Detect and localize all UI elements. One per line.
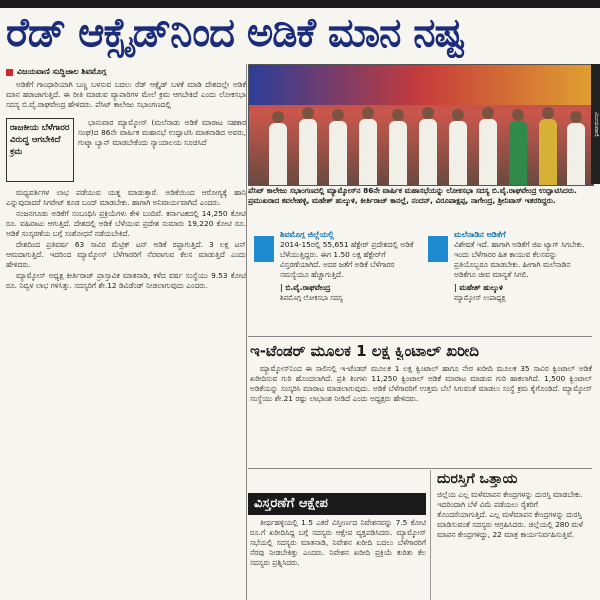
person-figure — [359, 119, 377, 185]
person-figure — [479, 119, 497, 185]
quote-box-1 — [280, 230, 424, 330]
photo-caption: ಪೆಸಿಟ್ ಕಾಲೇಜು ಸಭಾಂಗಣದಲ್ಲಿ ಮ್ಯಾಮ್ಕೋಸ್‌ನ 86ನೇ ವಾರ್ಷಿಕ ಮಹಾಸಭೆಯನ್ನು ಲೋಕಸಭಾ ಸದಸ್ಯ ಬಿ.ವೈ.ರಾಘವೇಂದ್ರ ಉದ್ಘಾಟಿಸಿದರು. ಪ್ರಮುಖರಾದ ಕವಲೇಹಳ್ಳಿ, ಮಹೇಶ್ ಹುಲ್ಕುಳಿ, ಕೀರ್ತಿರಾಜ್ ಕಾನಲ್ಲೆ, ನಂದನ್, ವಿರೂಪಾಕ್ಷಪ್ಪ, ನಾಗೇಂದ್ರ, ಶ್ರೀನಿವಾಸ್ ಇತರರಿದ್ದರು. — [248, 186, 577, 205]
quote-text: 2014-15ರಲ್ಲಿ 55,651 ಹೆಕ್ಟೇರ್ ಪ್ರದೇಶದಲ್ಲಿ ಅಡಿಕೆ ಬೆಳೆಯುತ್ತಿದ್ದರು. ಈಗ 1.50 ಲಕ್ಷ ಹೆಕ್ಟೇರ್‌ಗೆ ವಿಸ್ತರಣೆಯಾಗಿದೆ. ಅದರ ಜತೆಗೆ ಅಡಿಕೆ ಬೆಳೆಗಾರರ ಸಮಸ್ಯೆಯೂ ಹೆಚ್ಚಾಗುತ್ತಿದೆ. — [280, 240, 414, 279]
side-story — [430, 470, 590, 600]
person-head — [362, 107, 374, 119]
person-figure — [419, 119, 437, 185]
person-figure — [299, 119, 317, 185]
byline-text: ವಿಜಯವಾಣಿ ಸುದ್ದಿಜಾಲ ಶಿವಮೊಗ್ಗ — [17, 67, 107, 76]
section-body — [250, 364, 592, 464]
person-figure — [449, 121, 467, 185]
quote-role: ಮ್ಯಾಮ್ಕೋಸ್ ಉಪಾಧ್ಯಕ್ಷ — [454, 294, 506, 302]
person-head — [272, 111, 284, 123]
event-photo — [248, 64, 594, 186]
section-body — [250, 518, 426, 600]
person-head — [482, 107, 494, 119]
quote-author: | ಬಿ.ವೈ.ರಾಘವೇಂದ್ರ — [280, 283, 331, 292]
person-head — [452, 109, 464, 121]
article-col-beside-subhead — [78, 118, 246, 186]
column-divider — [246, 64, 247, 600]
paragraph: ನಂಜನಗೂಡು ಅಡಿಕೆಗೆ ಸಂಬಂಧಿಸಿ ಪ್ರಕ್ರಿಯೆಗಳು ಕೇಳಿ ಬಂದಿವೆ. ಕರ್ನಾಟಕದಲ್ಲಿ 14,250 ಕೋಟಿ ರೂ. ವಹಿವಾಟು ಆಗುತ್ತಿದೆ. ದೇಶದಲ್ಲಿ ಅಡಿಕೆ ಬೆಳೆಯುವ ಪ್ರದೇಶ ಸುಮಾರು 19,220 ಕೋಟಿ ರೂ. ಅಡಿಕೆ ಸಂಸ್ಕರಣೆಯ ಬಗ್ಗೆ ಸಂಶೋಧನೆ ನಡೆಯಬೇಕಿದೆ. — [6, 209, 246, 238]
sub-headline: ರಾಜಕೀಯ ಬೆಳೆಗಾರರ ವಿರುದ್ಧ ಆಗಬೇಕಿದೆ ಕ್ರಮ — [6, 118, 74, 182]
person-figure — [509, 121, 527, 185]
paragraph: ಅಡಿಕೆಗೆ ಗಾಂಧಾರಿಯಾಗಿ ಬಣ್ಣ ಬಳಸುವ ಬದಲು ರೆಡ್ ಆಕ್ಸೈಡ್ ಬಳಕೆ ಮಾಡಿ ದೇಶದಲ್ಲೇ ಅಡಿಕೆ ಮಾನ ಹರಾಜಾಗುತ್ತಿದೆ. ಈ ರೀತಿ ಮಾಡುವ ವ್ಯಾಪಾರಿಗಳ ಮೇಲೆ ಕ್ರಮ ಆಗಬೇಕಿದೆ ಎಂದು ಲೋಕಸಭಾ ಸದಸ್ಯ ಬಿ.ವೈ.ರಾಘವೇಂದ್ರ ಹೇಳಿದರು. ಪೆಸಿಟ್ ಕಾಲೇಜು ಸಭಾಂಗಣದಲ್ಲಿ — [6, 80, 246, 109]
quote-box-2 — [454, 230, 592, 330]
section-divider — [248, 468, 592, 469]
quote-mark-icon — [254, 236, 274, 262]
byline — [6, 66, 246, 78]
person-figure — [567, 123, 585, 185]
person-head — [332, 109, 344, 121]
headline: ರೆಡ್ ಆಕ್ಸೈಡ್‌ನಿಂದ ಅಡಿಕೆ ಮಾನ ನಷ್ಟ — [6, 10, 464, 56]
paragraph: ತೀರ್ಥಹಳ್ಳಿಯಲ್ಲಿ 1.5 ಎಕರೆ ವಿಸ್ತೀರ್ಣದ ನಿವೇಶನವನ್ನು 7.5 ಕೋಟಿ ರೂ.ಗೆ ಖರೀದಿಸಿದ್ದ ಬಗ್ಗೆ ಸದಸ್ಯರು ಆಕ್ಷೇಪ ವ್ಯಕ್ತಪಡಿಸಿದರು. ಮ್ಯಾಮ್ಕೋಸ್ ಸಭೆಯಲ್ಲಿ ಸದಸ್ಯರು ಮಾತನಾಡಿ, ನಿವೇಶನ ಖರೀದಿ ಬದಲು ಬೆಳೆಗಾರರಿಗೆ ನೆರವು ನೀಡಬೇಕಿತ್ತು ಎಂದರು. ನಿವೇಶನ ಖರೀದಿ ಪ್ರಕ್ರಿಯೆ ಕುರಿತು ಕೆಲ ಸದಸ್ಯರು ಪ್ರಶ್ನಿಸಿದರು. — [250, 518, 426, 567]
paragraph: ದೇಶದಿಂದ ಪ್ರತಿವರ್ಷ 63 ಸಾವಿರ ಮೆಟ್ರಿಕ್ ಟನ್ ಅಡಿಕೆ ರಫ್ತಾಗುತ್ತಿದೆ. 3 ಲಕ್ಷ ಟನ್ ಆಮದಾಗುತ್ತಿದೆ. ಇದರಿಂದ ಮ್ಯಾಮ್ಕೋಸ್ ಬೆಳೆಗಾರರಿಗೆ ನೆರವಾಗುವ ಕೆಲಸ ಮಾಡುತ್ತಿದೆ ಎಂದು ಹೇಳಿದರು. — [6, 240, 246, 269]
person-figure — [269, 123, 287, 185]
quote-author: | ಮಹೇಶ್ ಹುಲ್ಕುಳಿ — [454, 283, 503, 292]
quote-role: ಶಿವಮೊಗ್ಗ ಲೋಕಸಭಾ ಸದಸ್ಯ — [280, 294, 343, 302]
quote-title: ಶಿವಮೊಗ್ಗ ಜಿಲ್ಲೆಯಲ್ಲಿ — [280, 230, 335, 239]
person-head — [302, 107, 314, 119]
person-head — [422, 107, 434, 119]
person-head — [392, 109, 404, 121]
article-lead — [6, 80, 246, 118]
person-head — [542, 107, 554, 119]
article-main-column — [6, 188, 246, 596]
stage-banner — [249, 65, 593, 105]
person-figure — [329, 121, 347, 185]
paragraph: ಭಾನುವಾರ ಮ್ಯಾಮ್ಕೋಸ್ (ಮಲೆನಾಡು ಅಡಿಕೆ ಮಾರಾಟ ಸಹಕಾರ ಸಂಘ)ದ 86ನೇ ವಾರ್ಷಿಕ ಮಹಾಸಭೆ ಉದ್ಘಾಟಿಸಿ ಮಾತನಾಡಿದ ಅವರು, ಗುಟ್ಕಾ ಬ್ಯಾನ್ ಮಾಡಬೇಕೆಂದು ನ್ಯಾಯಾಲಯ ಸೂಚಿಸಿದೆ — [78, 118, 246, 147]
quote-text: ವಿಶೇಷತೆ ಇದೆ. ಹಾಗಾಗಿ ಅಡಿಕೆಗೆ ಜಿಐ ಟ್ಯಾಗ್ ಸಿಗಬೇಕು. ಇಂದು ಬೆಳೆಗಾರರ ಹಿತ ಕಾಯುವ ಕೆಲಸವನ್ನು ಪ್ರತಿಯೊಬ್ಬರೂ ಮಾಡಬೇಕು. ಹೀಗಾಗಿ ಮಲೆನಾಡಿನ ಅಡಿಕೆಗೂ ಜೀವ ಮಾನ್ಯತೆ ಸಿಗಲಿ. — [454, 240, 585, 279]
paragraph: ಮ್ಯಾಮ್ಕೋಸ್‌ನಿಂದ ಈ ಸಾಲಿನಲ್ಲಿ ಇ-ಟೆಂಡರ್ ಮೂಲಕ 1 ಲಕ್ಷ ಕ್ವಿಂಟಾಲ್ ಹಾಗೂ ನೇರ ಖರೀದಿ ಮೂಲಕ 35 ಸಾವಿರ ಕ್ವಿಂಟಾಲ್ ಅಡಿಕೆ ಖರೀದಿಸುವ ಗುರಿ ಹೊಂದಲಾಗಿದೆ. ಪ್ರತಿ ತಿಂಗಳು 11,250 ಕ್ವಿಂಟಾಲ್ ಅಡಿಕೆ ಮಾರಾಟ ಮಾಡುವ ಗುರಿ ಹಾಕಲಾಗಿದೆ. 1,500 ಕ್ವಿಂಟಾಲ್ ಅಡಿಕೆಯನ್ನು ಸಂಸ್ಕರಿಸಿ ಮಾರಾಟ ಮಾಡಲಾಗುವುದು. ಅಡಿಕೆ ಬೆಳೆಗಾರರಿಗೆ ಉತ್ತಮ ಬೆಲೆ ಸಿಗುವಂತೆ ಮಾಡಲು ಸಂಸ್ಥೆ ಕ್ರಮ ಕೈಗೊಂಡಿದೆ. ಮ್ಯಾಮ್ಕೋಸ್ ಸಂಸ್ಥೆಯು ಶೇ.21 ರಷ್ಟು ಲಾಭಾಂಶ ನೀಡಿದೆ ಎಂದು ಅಧ್ಯಕ್ಷರು ಹೇಳಿದರು. — [250, 364, 592, 403]
paragraph: ಮಧ್ಯವರ್ತಿಗಳ ಲಾಭ ಪಡೆಯುವ ಯತ್ನ ಮಾಡುತ್ತಾರೆ. ಅಡಿಕೆಯಿಂದ ಆರೋಗ್ಯಕ್ಕೆ ಹಾನಿ ಎನ್ನುವುದಾದರೆ ಸಿಗರೇಟ್ ಕೂಡ ಬಂದ್ ಮಾಡಬೇಕು. ಹಾಗಾಗಿ ಅನಿವಾರ್ಯವಾಗಿದೆ ಎಂದರು. — [6, 188, 246, 207]
person-head — [570, 111, 582, 123]
section-body: ಜಿಲ್ಲೆಯ ಎಲ್ಲ ಮಳೆಮಾಪನ ಕೇಂದ್ರಗಳನ್ನು ದುರಸ್ತಿ ಮಾಡಬೇಕು. ಇದರಿಂದಾಗಿ ಬೆಳೆ ವಿಮೆ ಪಡೆಯಲು ರೈತರಿಗೆ ತೊಂದರೆಯಾಗುತ್ತಿದೆ. ಎಲ್ಲ ಮಳೆಮಾಪನ ಕೇಂದ್ರಗಳನ್ನು ದುರಸ್ತಿ ಮಾಡಿಸುವಂತೆ ಸದಸ್ಯರು ಆಗ್ರಹಿಸಿದರು. ಜಿಲ್ಲೆಯಲ್ಲಿ 280 ಮಳೆ ಮಾಪನ ಕೇಂದ್ರಗಳಿದ್ದು, 22 ಮಾತ್ರ ಕಾರ್ಯನಿರ್ವಹಿಸುತ್ತಿವೆ. — [437, 490, 583, 539]
person-figure — [389, 121, 407, 185]
quote-mark-icon — [428, 236, 448, 262]
section-title: ದುರಸ್ತಿಗೆ ಒತ್ತಾಯ — [437, 471, 518, 487]
paragraph: ಮ್ಯಾಮ್ಕೋಸ್ ಅಧ್ಯಕ್ಷ ಕೀರ್ತಿರಾಜ್ ಪ್ರಾಸ್ತಾವಿಕ ಮಾತನಾಡಿ, ಕಳೆದ ವರ್ಷ ಸಂಸ್ಥೆಯು 9.53 ಕೋಟಿ ರೂ. ನಿವ್ವಳ ಲಾಭ ಗಳಿಸಿತ್ತು. ಸದಸ್ಯರಿಗೆ ಶೇ.12 ಡಿವಿಡೆಂಡ್ ನೀಡಲಾಗುವುದು ಎಂದರು. — [6, 271, 246, 290]
top-strip — [0, 0, 600, 8]
side-label: ವಿಜಯವಾಣಿ — [591, 64, 600, 184]
section-divider — [248, 336, 592, 337]
byline-marker-icon — [6, 69, 13, 76]
person-figure — [539, 119, 557, 185]
section-title: ವಿಸ್ತರಣೆಗೆ ಆಕ್ಷೇಪ — [248, 493, 426, 515]
quote-title: ಮಲೆನಾಡಿನ ಅಡಿಕೆಗೆ — [454, 230, 506, 239]
section-title: ಇ-ಟೆಂಡರ್ ಮೂಲಕ 1 ಲಕ್ಷ ಕ್ವಿಂಟಾಲ್ ಖರೀದಿ — [250, 342, 479, 360]
person-head — [512, 109, 524, 121]
